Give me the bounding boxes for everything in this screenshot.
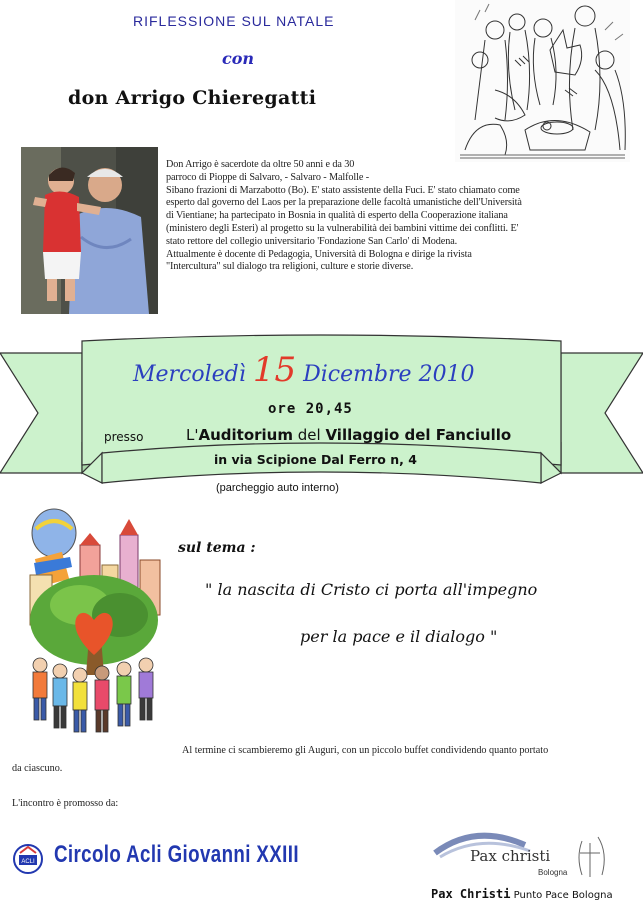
pax-caption-bold: Pax Christi (431, 887, 511, 901)
venue-mid: del (292, 426, 326, 444)
photo-graphic (21, 147, 158, 314)
pax-logo-text: Pax christi (470, 847, 551, 865)
acli-mark-text: ACLI (21, 859, 35, 865)
event-day: 15 (252, 350, 297, 390)
circolo-acli: Circolo Acli Giovanni XXIII (54, 841, 299, 868)
pax-logo-sub: Bologna (538, 868, 568, 877)
parking-note: (parcheggio auto interno) (216, 482, 339, 494)
bio-line: (ministero degli Esteri) al progetto su la vulnerabilità dei bambini vittime dei conflitti. E' (166, 222, 519, 234)
event-weekday: Mercoledì (133, 362, 246, 387)
bio-line: di Vientiane; ha partecipato in Bosnia in qualità di esperto della Cooperazione italiana (166, 210, 508, 222)
bio-line: esperto dal governo del Laos per la preparazione delle facoltà umanistiche dell'Università (166, 197, 522, 209)
bio-text (166, 159, 632, 274)
event-title: RIFLESSIONE SUL NATALE (133, 13, 335, 29)
speaker-name: don Arrigo Chieregatti (68, 87, 317, 109)
con-label: con (222, 49, 255, 68)
bio-line: "Intercultura" sul dialogo tra religioni, culture e storie diverse. (166, 261, 414, 273)
closing-line-1: Al termine ci scambieremo gli Auguri, con un piccolo buffet condividendo quanto portato (182, 745, 549, 756)
venue-prefix: L' (186, 426, 199, 444)
theme-line-1: " la nascita di Cristo ci porta all'impegno (205, 580, 538, 599)
speaker-photo (21, 147, 158, 314)
venue-name: Auditorium (198, 426, 293, 444)
bio-line: stato rettore del collegio universitario 'Fondazione San Carlo' di Modena. (166, 235, 458, 247)
event-month-year: Dicembre 2010 (303, 362, 475, 387)
presso-label: presso (104, 430, 144, 444)
event-time: ore 20,45 (268, 401, 353, 417)
children-drawing (20, 505, 167, 752)
promoter-label: L'incontro è promosso da: (12, 798, 119, 809)
theme-line-2: per la pace e il dialogo " (300, 627, 498, 646)
bio-line: Attualmente è docente di Pedagogia, Università di Bologna e dirige la rivista (166, 248, 472, 260)
pax-christi-logo (430, 823, 620, 885)
bio-line: Sibano frazioni di Marzabotto (Bo). E' stato assistente della Fuci. E' stato chiamato come (166, 184, 520, 196)
nativity-illustration (455, 0, 630, 162)
event-date (133, 350, 475, 390)
theme-label: sul tema : (178, 540, 256, 556)
event-venue (186, 426, 511, 444)
bio-line: parroco di Pioppe di Salvaro, - Salvaro - Malfolle - (166, 171, 370, 183)
acli-logo (10, 843, 46, 875)
pax-caption-rest: Punto Pace Bologna (510, 890, 613, 901)
pax-christi-caption (431, 887, 613, 901)
bio-line: Don Arrigo è sacerdote da oltre 50 anni e da 30 (166, 159, 355, 170)
event-street: in via Scipione Dal Ferro n, 4 (214, 452, 417, 467)
venue-place: Villaggio del Fanciullo (325, 426, 512, 444)
closing-line-2: da ciascuno. (12, 763, 63, 774)
